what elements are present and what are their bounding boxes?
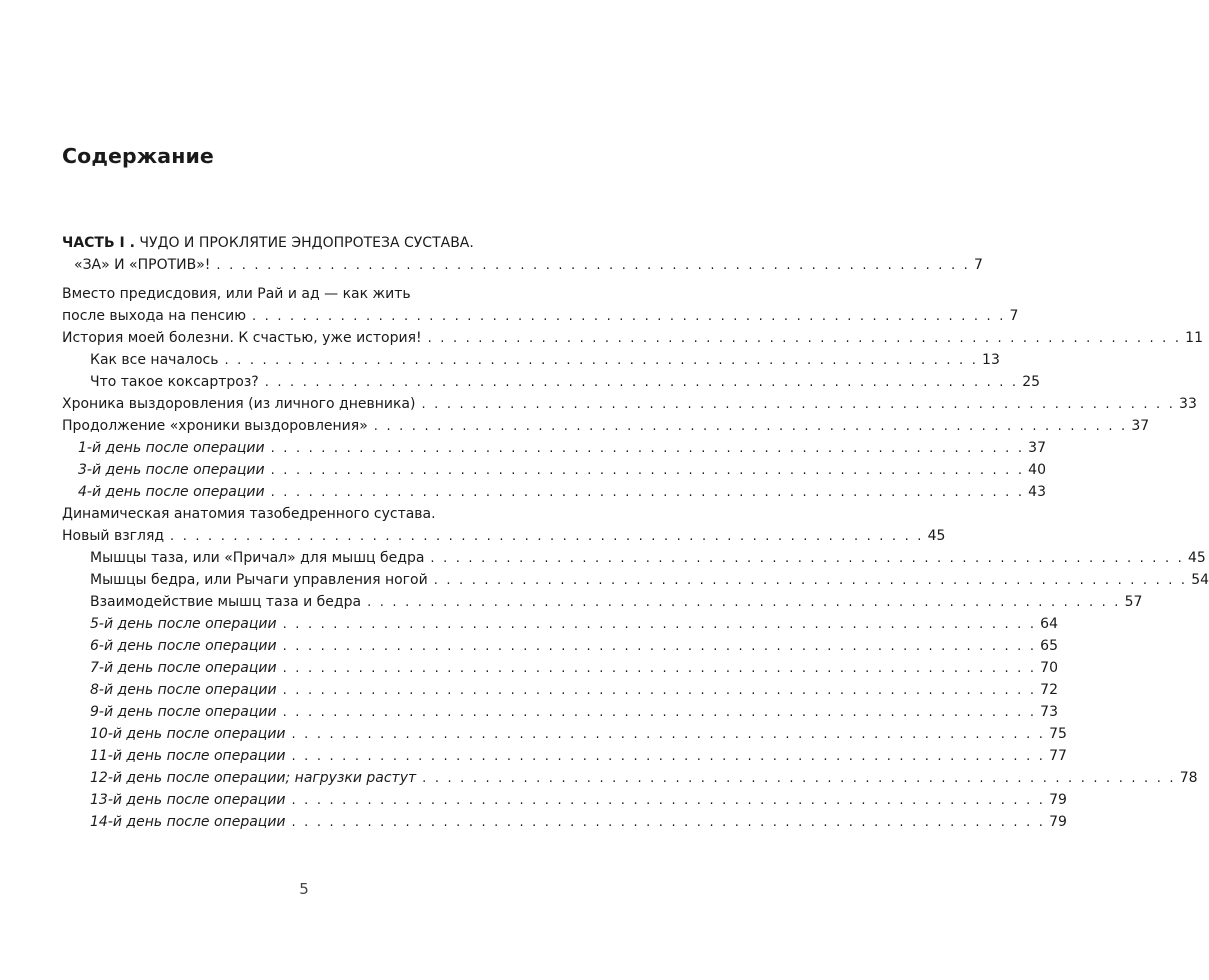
toc-entry[interactable]: [62, 393, 1197, 415]
toc-entry-text: 8-й день после операции: [90, 682, 277, 698]
toc-entry-page: 13: [982, 352, 1000, 368]
toc-leader-dots: . . . . . . . . . . . . . . . . . . . . . . . . . . . . . . . . . . . . . . . . . . . . . . . . . . . . . . . . . . . .: [422, 771, 1176, 786]
toc-entry-page: 7: [973, 257, 983, 273]
toc-entry-page: 11: [1185, 330, 1203, 346]
toc-entry[interactable]: [62, 459, 1046, 481]
toc-leader-dots: . . . . . . . . . . . . . . . . . . . . . . . . . . . . . . . . . . . . . . . . . . . . . . . . . . . . . . . . . . . .: [216, 258, 970, 273]
toc-entry-text: 7-й день после операции: [90, 660, 277, 676]
toc-entry-page: 57: [1124, 594, 1143, 610]
toc-entry-page: 45: [927, 528, 946, 544]
toc-entry-page: 37: [1131, 418, 1150, 434]
toc-leader-dots: . . . . . . . . . . . . . . . . . . . . . . . . . . . . . . . . . . . . . . . . . . . . . . . . . . . . . . . . . . . .: [270, 485, 1025, 500]
toc-entry-page: 54: [1191, 572, 1209, 588]
toc-entry-text: Хроника выздоровления (из личного дневника): [62, 396, 416, 412]
toc-entry[interactable]: [62, 701, 1058, 723]
toc-entry-text: 6-й день после операции: [90, 638, 277, 654]
toc-entry-text: 4-й день после операции: [78, 484, 265, 500]
toc-entry[interactable]: [62, 789, 1067, 811]
toc-leader-dots: . . . . . . . . . . . . . . . . . . . . . . . . . . . . . . . . . . . . . . . . . . . . . . . . . . . . . . . . . . . .: [282, 705, 1037, 720]
toc-entry[interactable]: [62, 745, 1067, 767]
toc-entry[interactable]: [62, 613, 1058, 635]
toc-leader-dots: . . . . . . . . . . . . . . . . . . . . . . . . . . . . . . . . . . . . . . . . . . . . . . . . . . . . . . . . . . . .: [430, 551, 1184, 566]
toc-part-subtitle-row[interactable]: [62, 254, 983, 276]
toc-entry-text: История моей болезни. К счастью, уже история!: [62, 330, 422, 346]
toc-entry-text: 5-й день после операции: [90, 616, 277, 632]
toc-entry-page: 70: [1040, 660, 1058, 676]
toc-entry-page: 72: [1040, 682, 1058, 698]
toc-entry[interactable]: [62, 569, 1209, 591]
toc-entry[interactable]: [62, 591, 1143, 613]
toc-leader-dots: . . . . . . . . . . . . . . . . . . . . . . . . . . . . . . . . . . . . . . . . . . . . . . . . . . . . . . . . . . . .: [433, 573, 1188, 588]
toc-entry-text: 12-й день после операции; нагрузки растут: [90, 770, 417, 786]
toc-entry-text: 11-й день после операции: [90, 748, 286, 764]
toc-entry-text: Взаимодействие мышц таза и бедра: [90, 594, 362, 610]
toc-entry-text: 10-й день после операции: [90, 726, 286, 742]
toc-entry-page: 64: [1040, 616, 1058, 632]
toc-entry-text: Что такое коксартроз?: [90, 374, 259, 390]
toc-entry[interactable]: [62, 657, 1058, 679]
toc-entry-text: Мышцы таза, или «Причал» для мышц бедра: [90, 550, 425, 566]
toc-entry-text: 14-й день после операции: [90, 814, 286, 830]
toc-entry-page: 73: [1040, 704, 1058, 720]
toc-entry-page: 25: [1022, 374, 1041, 390]
toc-entry[interactable]: [62, 679, 1058, 701]
toc-entry-text: 9-й день после операции: [90, 704, 277, 720]
toc-entry[interactable]: [62, 305, 1019, 327]
toc-entry[interactable]: [62, 767, 1198, 789]
toc-leader-dots: . . . . . . . . . . . . . . . . . . . . . . . . . . . . . . . . . . . . . . . . . . . . . . . . . . . . . . . . . . . .: [373, 419, 1128, 434]
toc-entry[interactable]: [62, 349, 1000, 371]
toc-leader-dots: . . . . . . . . . . . . . . . . . . . . . . . . . . . . . . . . . . . . . . . . . . . . . . . . . . . . . . . . . . . .: [282, 683, 1037, 698]
toc-leader-dots: . . . . . . . . . . . . . . . . . . . . . . . . . . . . . . . . . . . . . . . . . . . . . . . . . . . . . . . . . . . .: [170, 529, 924, 544]
toc-part-text: ЧУДО И ПРОКЛЯТИЕ ЭНДОПРОТЕЗА СУСТАВА.: [134, 235, 474, 251]
toc-entry-page: 75: [1049, 726, 1067, 742]
toc-entry-text: Продолжение «хроники выздоровления»: [62, 418, 368, 434]
toc-entry-page: 33: [1179, 396, 1197, 412]
toc-entry[interactable]: [62, 811, 1067, 833]
toc-entry[interactable]: [62, 437, 1046, 459]
toc-part-title: [62, 232, 508, 254]
toc-entry-text: 3-й день после операции: [78, 462, 265, 478]
toc-leader-dots: . . . . . . . . . . . . . . . . . . . . . . . . . . . . . . . . . . . . . . . . . . . . . . . . . . . . . . . . . . . .: [270, 441, 1025, 456]
toc-leader-dots: . . . . . . . . . . . . . . . . . . . . . . . . . . . . . . . . . . . . . . . . . . . . . . . . . . . . . . . . . . . .: [421, 397, 1176, 412]
toc-leader-dots: . . . . . . . . . . . . . . . . . . . . . . . . . . . . . . . . . . . . . . . . . . . . . . . . . . . . . . . . . . . .: [251, 309, 1006, 324]
toc-leader-dots: . . . . . . . . . . . . . . . . . . . . . . . . . . . . . . . . . . . . . . . . . . . . . . . . . . . . . . . . . . . .: [367, 595, 1121, 610]
toc-entry-page: 79: [1049, 792, 1067, 808]
toc-leader-dots: . . . . . . . . . . . . . . . . . . . . . . . . . . . . . . . . . . . . . . . . . . . . . . . . . . . . . . . . . . . .: [270, 463, 1025, 478]
toc-entry-line1: Динамическая анатомия тазобедренного сустава.: [62, 506, 436, 522]
toc-entry[interactable]: [62, 547, 1206, 569]
toc-entry-text: 13-й день после операции: [90, 792, 286, 808]
toc-leader-dots: . . . . . . . . . . . . . . . . . . . . . . . . . . . . . . . . . . . . . . . . . . . . . . . . . . . . . . . . . . . .: [282, 639, 1037, 654]
toc-entry-page: 37: [1028, 440, 1046, 456]
toc-entry-page: 79: [1049, 814, 1067, 830]
page-number: 5: [299, 880, 309, 898]
toc-leader-dots: . . . . . . . . . . . . . . . . . . . . . . . . . . . . . . . . . . . . . . . . . . . . . . . . . . . . . . . . . . . .: [427, 331, 1182, 346]
toc-entry-text: Новый взгляд: [62, 528, 165, 544]
toc-leader-dots: . . . . . . . . . . . . . . . . . . . . . . . . . . . . . . . . . . . . . . . . . . . . . . . . . . . . . . . . . . . .: [224, 353, 979, 368]
toc-entry-line1: Вместо предисдовия, или Рай и ад — как жить: [62, 286, 411, 302]
toc-part-label: ЧАСТЬ I .: [62, 235, 135, 251]
toc-entry-page: 43: [1028, 484, 1046, 500]
toc-entry-page: 40: [1028, 462, 1046, 478]
toc-entry-page: 7: [1009, 308, 1019, 324]
toc-entry-text: 1-й день после операции: [78, 440, 265, 456]
toc-entry[interactable]: [62, 415, 1150, 437]
toc-entry-text: Мышцы бедра, или Рычаги управления ногой: [90, 572, 428, 588]
toc-leader-dots: . . . . . . . . . . . . . . . . . . . . . . . . . . . . . . . . . . . . . . . . . . . . . . . . . . . . . . . . . . . .: [291, 793, 1046, 808]
toc-entry[interactable]: [62, 525, 946, 547]
toc-entry[interactable]: [62, 371, 1041, 393]
toc-entry-page: 65: [1040, 638, 1058, 654]
toc-entry[interactable]: [62, 327, 1203, 349]
toc-leader-dots: . . . . . . . . . . . . . . . . . . . . . . . . . . . . . . . . . . . . . . . . . . . . . . . . . . . . . . . . . . . .: [264, 375, 1019, 390]
toc-entry[interactable]: [62, 723, 1067, 745]
page-title: Содержание: [62, 144, 214, 168]
toc-leader-dots: . . . . . . . . . . . . . . . . . . . . . . . . . . . . . . . . . . . . . . . . . . . . . . . . . . . . . . . . . . . .: [291, 815, 1046, 830]
toc-entry-text: Как все началось: [90, 352, 219, 368]
toc-entry-page: 78: [1179, 770, 1198, 786]
toc-leader-dots: . . . . . . . . . . . . . . . . . . . . . . . . . . . . . . . . . . . . . . . . . . . . . . . . . . . . . . . . . . . .: [282, 661, 1037, 676]
table-of-contents: [62, 232, 1209, 833]
toc-entry-page: 77: [1049, 748, 1067, 764]
toc-leader-dots: . . . . . . . . . . . . . . . . . . . . . . . . . . . . . . . . . . . . . . . . . . . . . . . . . . . . . . . . . . . .: [291, 749, 1046, 764]
toc-entry-text: после выхода на пенсию: [62, 308, 246, 324]
toc-entry-text: «ЗА» И «ПРОТИВ»!: [74, 257, 211, 273]
toc-entry[interactable]: [62, 481, 1046, 503]
toc-entry[interactable]: [62, 635, 1058, 657]
toc-entry-page: 45: [1187, 550, 1206, 566]
toc-leader-dots: . . . . . . . . . . . . . . . . . . . . . . . . . . . . . . . . . . . . . . . . . . . . . . . . . . . . . . . . . . . .: [291, 727, 1046, 742]
toc-leader-dots: . . . . . . . . . . . . . . . . . . . . . . . . . . . . . . . . . . . . . . . . . . . . . . . . . . . . . . . . . . . .: [282, 617, 1037, 632]
